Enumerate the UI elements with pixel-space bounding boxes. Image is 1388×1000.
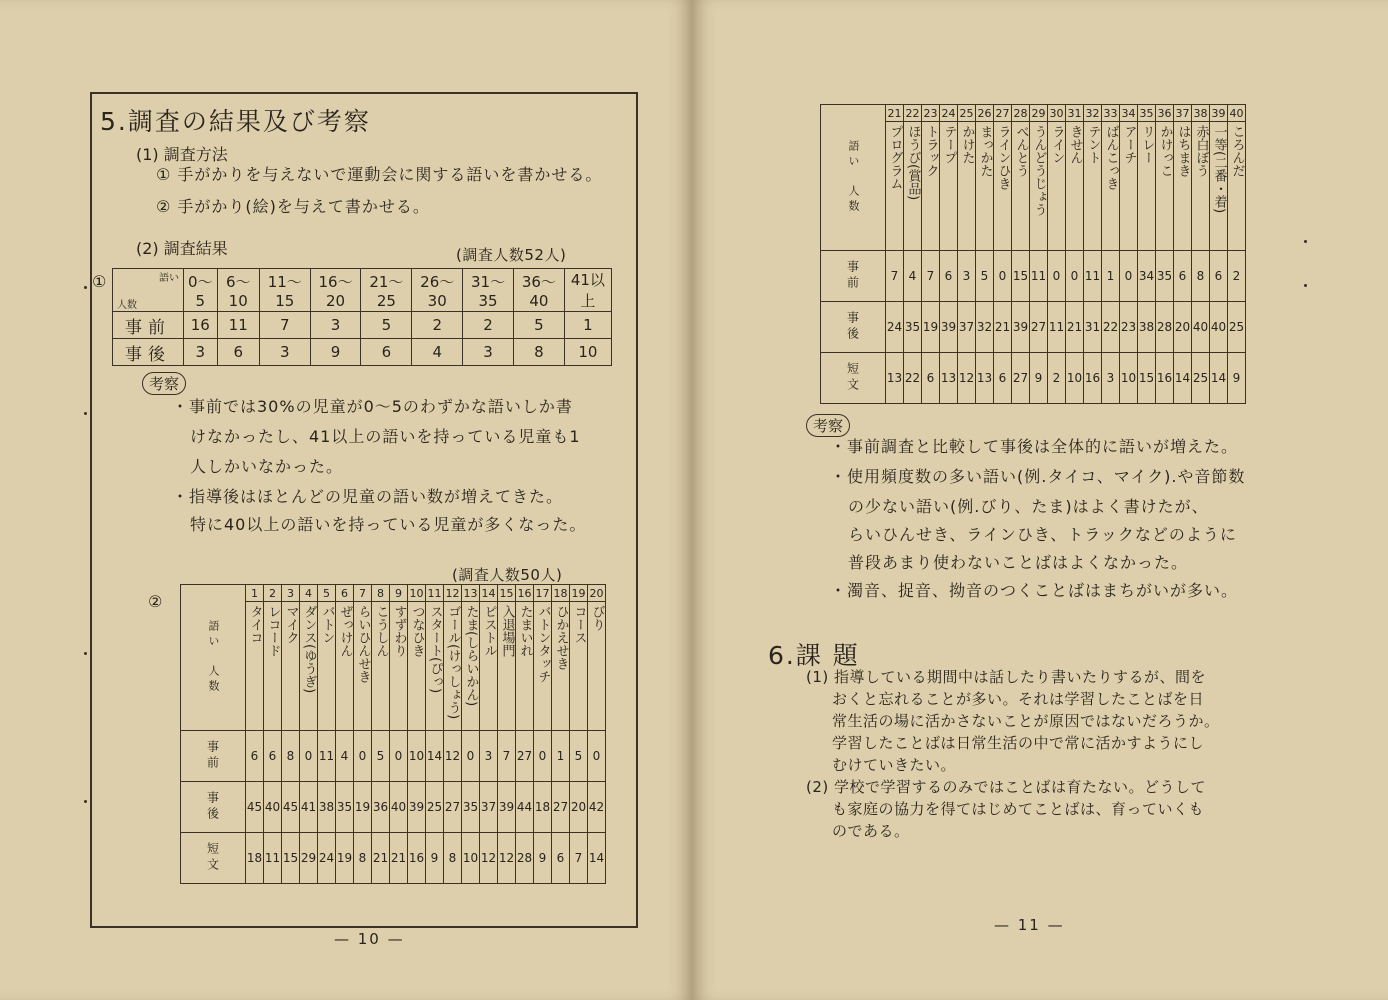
table3-index: 26 [977, 106, 992, 120]
table2-cell: 27 [516, 731, 534, 782]
issue-line: むけていきたい。 [832, 756, 957, 774]
table2-cell: 44 [516, 782, 534, 833]
note-label-left: 考察 [142, 372, 186, 395]
table2-head: 語い 人数 [181, 585, 246, 731]
table3-cell: 14 [1174, 353, 1192, 404]
table2-cell: 6 [246, 731, 264, 782]
table3-cell: 3 [958, 251, 976, 302]
table2-word: たま(しらいかん) [462, 602, 480, 731]
table1-row-label: 事後 [113, 339, 184, 366]
table1-header: 16～20 [310, 269, 361, 312]
table1-corner: 語い 人数 [113, 269, 184, 312]
table2-word: ぜっけん [336, 602, 354, 731]
table1-cell: 1 [564, 312, 611, 339]
table1-cell: 9 [310, 339, 361, 366]
table2-row [181, 833, 606, 884]
binding-hole [84, 412, 87, 415]
table3-index: 22 [905, 106, 920, 120]
table2-cell: 3 [480, 731, 498, 782]
table2-cell: 20 [570, 782, 588, 833]
table2-cell: 8 [444, 833, 462, 884]
table2-cell: 19 [354, 782, 372, 833]
table3-cell: 21 [994, 302, 1012, 353]
table2-word: びり [588, 602, 606, 731]
table2-word: つなひき [408, 602, 426, 731]
table3-cell: 19 [922, 302, 940, 353]
table1-header: 6～10 [217, 269, 259, 312]
note-line: 特に40以上の語いを持っている児童が多くなった。 [190, 515, 587, 534]
table3-cell: 27 [1030, 302, 1048, 353]
method-label: (1) 調査方法 [136, 145, 228, 164]
table2-index: 15 [499, 586, 514, 600]
table3-cell: 28 [1156, 302, 1174, 353]
table3-word: 赤白ぼう [1192, 122, 1210, 251]
table3-cell: 8 [1192, 251, 1210, 302]
table2-cell: 21 [372, 833, 390, 884]
table3-cell: 15 [1138, 353, 1156, 404]
table3-word: きせん [1066, 122, 1084, 251]
table2-cell: 42 [588, 782, 606, 833]
table2-word: すずわり [390, 602, 408, 731]
table1 [112, 268, 612, 366]
table3-cell: 25 [1228, 302, 1246, 353]
table3-cell: 11 [1084, 251, 1102, 302]
table1-note: (調査人数52人) [456, 246, 567, 264]
table3-word: ライン [1048, 122, 1066, 251]
table3-cell: 10 [1066, 353, 1084, 404]
table2-cell: 11 [264, 833, 282, 884]
table2-index: 3 [282, 585, 300, 602]
table3-word: ラインひき [994, 122, 1012, 251]
note-line: ・濁音、捉音、拗音のつくことばはまちがいが多い。 [830, 581, 1239, 600]
table3-index: 28 [1013, 106, 1028, 120]
table2-word: コース [570, 602, 588, 731]
table3-cell: 35 [904, 302, 922, 353]
note-line: ・指導後はほとんどの児童の語い数が増えてきた。 [172, 487, 564, 506]
table2-cell: 38 [318, 782, 336, 833]
table2-word: らいひんせき [354, 602, 372, 731]
table2-index: 18 [553, 586, 568, 600]
binding-hole [1304, 284, 1307, 287]
table2 [180, 584, 606, 884]
table3-cell: 22 [1102, 302, 1120, 353]
table2-cell: 7 [498, 731, 516, 782]
table1-cell: 3 [310, 312, 361, 339]
table3-cell: 0 [1048, 251, 1066, 302]
table3-index: 37 [1175, 106, 1190, 120]
issue-line: (1) 指導している期間中は話したり書いたりするが、間を [806, 668, 1207, 686]
table2-index: 17 [535, 586, 550, 600]
table2-index: 20 [589, 586, 604, 600]
table1-cell: 4 [412, 339, 463, 366]
table1-row-label: 事前 [113, 312, 184, 339]
table1-cell: 3 [259, 339, 310, 366]
table1-cell: 2 [412, 312, 463, 339]
table2-row-label: 事後 [181, 782, 246, 833]
note-label-right: 考察 [806, 414, 850, 437]
table1-cell: 7 [259, 312, 310, 339]
table1-header: 41以上 [564, 269, 611, 312]
table3-word: テント [1084, 122, 1102, 251]
binding-hole [84, 800, 87, 803]
table3-cell: 3 [1102, 353, 1120, 404]
table3-index: 31 [1067, 106, 1082, 120]
table2-cell: 41 [300, 782, 318, 833]
table2-cell: 35 [462, 782, 480, 833]
table1-cell: 16 [184, 312, 218, 339]
table3-index: 40 [1229, 106, 1244, 120]
table2-cell: 14 [426, 731, 444, 782]
table3-cell: 2 [1048, 353, 1066, 404]
table3-index: 23 [923, 106, 938, 120]
table3-cell: 21 [1066, 302, 1084, 353]
table3-cell: 13 [940, 353, 958, 404]
table3-cell: 6 [1174, 251, 1192, 302]
table2-word: バトン [318, 602, 336, 731]
table3-index: 30 [1049, 106, 1064, 120]
table3-word: リレー [1138, 122, 1156, 251]
table2-cell: 21 [390, 833, 408, 884]
table2-word: スタート(ぴっ) [426, 602, 444, 731]
table2-cell: 0 [354, 731, 372, 782]
table3-word: プログラム [886, 122, 904, 251]
table2-cell: 19 [336, 833, 354, 884]
table3-row-label: 事後 [821, 302, 886, 353]
table3-cell: 6 [1210, 251, 1228, 302]
table3-cell: 27 [1012, 353, 1030, 404]
issue-line: のである。 [832, 822, 910, 840]
table3-word: トラック [922, 122, 940, 251]
table2-cell: 45 [246, 782, 264, 833]
table2-cell: 40 [390, 782, 408, 833]
table3-cell: 15 [1012, 251, 1030, 302]
table2-index: 11 [427, 586, 442, 600]
table3-cell: 22 [904, 353, 922, 404]
table2-word: ピストル [480, 602, 498, 731]
table3-index: 34 [1121, 106, 1136, 120]
table3-word: まっかた [976, 122, 994, 251]
table2-cell: 24 [318, 833, 336, 884]
table1-header: 31～35 [463, 269, 514, 312]
table3 [820, 104, 1246, 404]
left-page [0, 0, 692, 1000]
table2-cell: 39 [498, 782, 516, 833]
table1-row [113, 339, 612, 366]
table3-row [821, 353, 1246, 404]
table2-cell: 18 [246, 833, 264, 884]
table2-marker: ② [148, 592, 163, 611]
binding-hole [1304, 240, 1307, 243]
table2-cell: 25 [426, 782, 444, 833]
table3-word: かけた [958, 122, 976, 251]
table2-index: 19 [571, 586, 586, 600]
table2-cell: 1 [552, 731, 570, 782]
table2-cell: 5 [372, 731, 390, 782]
section-title-5: 5.調査の結果及び考察 [100, 107, 371, 136]
table3-cell: 9 [1030, 353, 1048, 404]
table3-index: 21 [887, 106, 902, 120]
table2-cell: 9 [426, 833, 444, 884]
table2-row [181, 782, 606, 833]
table2-cell: 5 [570, 731, 588, 782]
table2-cell: 27 [444, 782, 462, 833]
table3-cell: 23 [1120, 302, 1138, 353]
table1-cell: 3 [184, 339, 218, 366]
table2-word: タイコ [246, 602, 264, 731]
binding-hole [84, 652, 87, 655]
binding-hole [84, 286, 87, 289]
table1-cell: 8 [513, 339, 564, 366]
table2-cell: 15 [282, 833, 300, 884]
table2-word: レコード [264, 602, 282, 731]
table3-cell: 7 [922, 251, 940, 302]
issue-line: (2) 学校で学習するのみではことばは育たない。どうして [806, 778, 1207, 796]
table2-index: 13 [463, 586, 478, 600]
table2-cell: 28 [516, 833, 534, 884]
table2-cell: 40 [264, 782, 282, 833]
table3-index: 25 [959, 106, 974, 120]
table3-cell: 0 [1120, 251, 1138, 302]
table3-cell: 9 [1228, 353, 1246, 404]
issue-line: 常生活の場に活かさないことが原因ではないだろうか。 [832, 712, 1220, 730]
note-line: ・事前では30%の児童が0～5のわずかな語いしか書 [172, 397, 573, 416]
table2-cell: 0 [462, 731, 480, 782]
table3-index: 29 [1031, 106, 1046, 120]
table2-row [181, 731, 606, 782]
table3-cell: 40 [1210, 302, 1228, 353]
table1-cell: 11 [217, 312, 259, 339]
table3-word: アーチ [1120, 122, 1138, 251]
table2-word: 入退場門 [498, 602, 516, 731]
table2-index: 8 [372, 585, 390, 602]
table3-cell: 4 [904, 251, 922, 302]
table1-cell: 5 [361, 312, 412, 339]
table3-cell: 39 [1012, 302, 1030, 353]
table1-header: 11～15 [259, 269, 310, 312]
table3-cell: 10 [1120, 353, 1138, 404]
table2-cell: 29 [300, 833, 318, 884]
table3-cell: 1 [1102, 251, 1120, 302]
table3-word: テープ [940, 122, 958, 251]
table1-marker: ① [92, 272, 107, 291]
table3-index: 24 [941, 106, 956, 120]
table2-index: 16 [517, 586, 532, 600]
table3-row [821, 302, 1246, 353]
table3-word: はちまき [1174, 122, 1192, 251]
table1-cell: 5 [513, 312, 564, 339]
table2-word: たまいれ [516, 602, 534, 731]
table3-cell: 6 [940, 251, 958, 302]
table1-cell: 6 [217, 339, 259, 366]
table2-row-label: 短文 [181, 833, 246, 884]
table2-cell: 0 [588, 731, 606, 782]
table2-word: ゴール(けっしょう) [444, 602, 462, 731]
table3-word: かけっこ [1156, 122, 1174, 251]
table3-cell: 16 [1156, 353, 1174, 404]
table2-cell: 12 [498, 833, 516, 884]
table3-cell: 37 [958, 302, 976, 353]
table3-cell: 11 [1030, 251, 1048, 302]
table3-index: 39 [1211, 106, 1226, 120]
issue-line: も家庭の協力を得てはじめてことばは、育っていくも [832, 800, 1205, 818]
table3-cell: 35 [1156, 251, 1174, 302]
table2-index: 6 [336, 585, 354, 602]
table2-word: ひかえせき [552, 602, 570, 731]
table2-note: (調査人数50人) [452, 566, 563, 584]
table2-cell: 10 [462, 833, 480, 884]
method-item-1: ① 手がかりを与えないで運動会に関する語いを書かせる。 [156, 165, 603, 184]
table1-cell: 6 [361, 339, 412, 366]
table3-cell: 5 [976, 251, 994, 302]
table1-cell: 3 [463, 339, 514, 366]
table3-head: 語い 人数 [821, 105, 886, 251]
table2-index: 2 [264, 585, 282, 602]
table2-index: 14 [481, 586, 496, 600]
issue-line: おくと忘れることが多い。それは学習したことばを日 [832, 690, 1205, 708]
table3-cell: 16 [1084, 353, 1102, 404]
table3-cell: 11 [1048, 302, 1066, 353]
table1-row [113, 312, 612, 339]
table3-cell: 6 [922, 353, 940, 404]
table2-cell: 27 [552, 782, 570, 833]
table3-cell: 0 [1066, 251, 1084, 302]
note-line: の少ない語い(例.びり、たま)はよく書けたが、 [848, 497, 1209, 516]
table3-word: うんどうじょう [1030, 122, 1048, 251]
table2-cell: 12 [444, 731, 462, 782]
table3-cell: 2 [1228, 251, 1246, 302]
issue-line: 学習したことばは日常生活の中で常に活かすようにし [832, 734, 1205, 752]
table2-row-label: 事前 [181, 731, 246, 782]
table3-index: 38 [1193, 106, 1208, 120]
table1-cell: 2 [463, 312, 514, 339]
table3-row-label: 事前 [821, 251, 886, 302]
table3-cell: 38 [1138, 302, 1156, 353]
table2-word: バトンタッチ [534, 602, 552, 731]
table3-row [821, 251, 1246, 302]
right-page [692, 0, 1388, 1000]
table3-cell: 13 [976, 353, 994, 404]
table2-index: 1 [246, 585, 264, 602]
note-line: ・使用頻度数の多い語い(例.タイコ、マイク).や音節数 [830, 467, 1246, 486]
method-item-2: ② 手がかり(絵)を与えて書かせる。 [156, 197, 430, 216]
table3-cell: 32 [976, 302, 994, 353]
table2-cell: 6 [552, 833, 570, 884]
table2-index: 10 [409, 586, 424, 600]
table2-cell: 0 [300, 731, 318, 782]
table3-cell: 40 [1192, 302, 1210, 353]
table2-cell: 37 [480, 782, 498, 833]
table3-index: 35 [1139, 106, 1154, 120]
table2-cell: 14 [588, 833, 606, 884]
section-title-6: 6.課 題 [768, 641, 860, 670]
table2-index: 12 [445, 586, 460, 600]
table2-index: 7 [354, 585, 372, 602]
table3-cell: 6 [994, 353, 1012, 404]
table3-cell: 25 [1192, 353, 1210, 404]
table2-cell: 12 [480, 833, 498, 884]
table2-cell: 16 [408, 833, 426, 884]
table1-header: 21～25 [361, 269, 412, 312]
table3-cell: 13 [886, 353, 904, 404]
table2-cell: 36 [372, 782, 390, 833]
table2-index: 5 [318, 585, 336, 602]
table1-cell: 10 [564, 339, 611, 366]
result-label: (2) 調査結果 [136, 239, 228, 258]
page-number-left: — 10 — [334, 930, 405, 948]
table3-word: 一等(二番・着) [1210, 122, 1228, 251]
note-line: らいひんせき、ラインひき、トラックなどのように [848, 525, 1237, 544]
table3-word: ころんだ [1228, 122, 1246, 251]
table2-cell: 0 [534, 731, 552, 782]
table2-cell: 18 [534, 782, 552, 833]
table2-cell: 39 [408, 782, 426, 833]
table3-word: べんとう [1012, 122, 1030, 251]
table3-cell: 0 [994, 251, 1012, 302]
table2-cell: 45 [282, 782, 300, 833]
table3-cell: 14 [1210, 353, 1228, 404]
note-line: ・事前調査と比較して事後は全体的に語いが増えた。 [830, 437, 1239, 456]
table2-cell: 6 [264, 731, 282, 782]
note-line: 普段あまり使わないことばはよくなかった。 [848, 553, 1189, 572]
table2-word: マイク [282, 602, 300, 731]
table3-word: ほうび(賞品) [904, 122, 922, 251]
table2-index: 4 [300, 585, 318, 602]
table1-header: 0～5 [184, 269, 218, 312]
table2-cell: 8 [282, 731, 300, 782]
note-line: 人しかいなかった。 [190, 457, 344, 476]
table3-word: ばんこっき [1102, 122, 1120, 251]
table2-cell: 4 [336, 731, 354, 782]
table2-cell: 10 [408, 731, 426, 782]
table3-cell: 20 [1174, 302, 1192, 353]
table3-index: 27 [995, 106, 1010, 120]
table3-row-label: 短文 [821, 353, 886, 404]
table2-cell: 11 [318, 731, 336, 782]
page-number-right: — 11 — [994, 916, 1065, 934]
table3-index: 32 [1085, 106, 1100, 120]
note-line: けなかったし、41以上の語いを持っている児童も1 [190, 427, 581, 446]
table2-cell: 35 [336, 782, 354, 833]
table2-word: ダンス(ゆうぎ) [300, 602, 318, 731]
table2-cell: 0 [390, 731, 408, 782]
table2-cell: 8 [354, 833, 372, 884]
table3-cell: 24 [886, 302, 904, 353]
table1-header: 36～40 [513, 269, 564, 312]
table2-cell: 9 [534, 833, 552, 884]
table3-cell: 12 [958, 353, 976, 404]
table2-cell: 7 [570, 833, 588, 884]
table1-header: 26～30 [412, 269, 463, 312]
table2-index: 9 [390, 585, 408, 602]
table2-word: こうしん [372, 602, 390, 731]
table3-index: 33 [1103, 106, 1118, 120]
table3-index: 36 [1157, 106, 1172, 120]
table3-cell: 31 [1084, 302, 1102, 353]
table3-cell: 39 [940, 302, 958, 353]
table3-cell: 34 [1138, 251, 1156, 302]
table3-cell: 7 [886, 251, 904, 302]
